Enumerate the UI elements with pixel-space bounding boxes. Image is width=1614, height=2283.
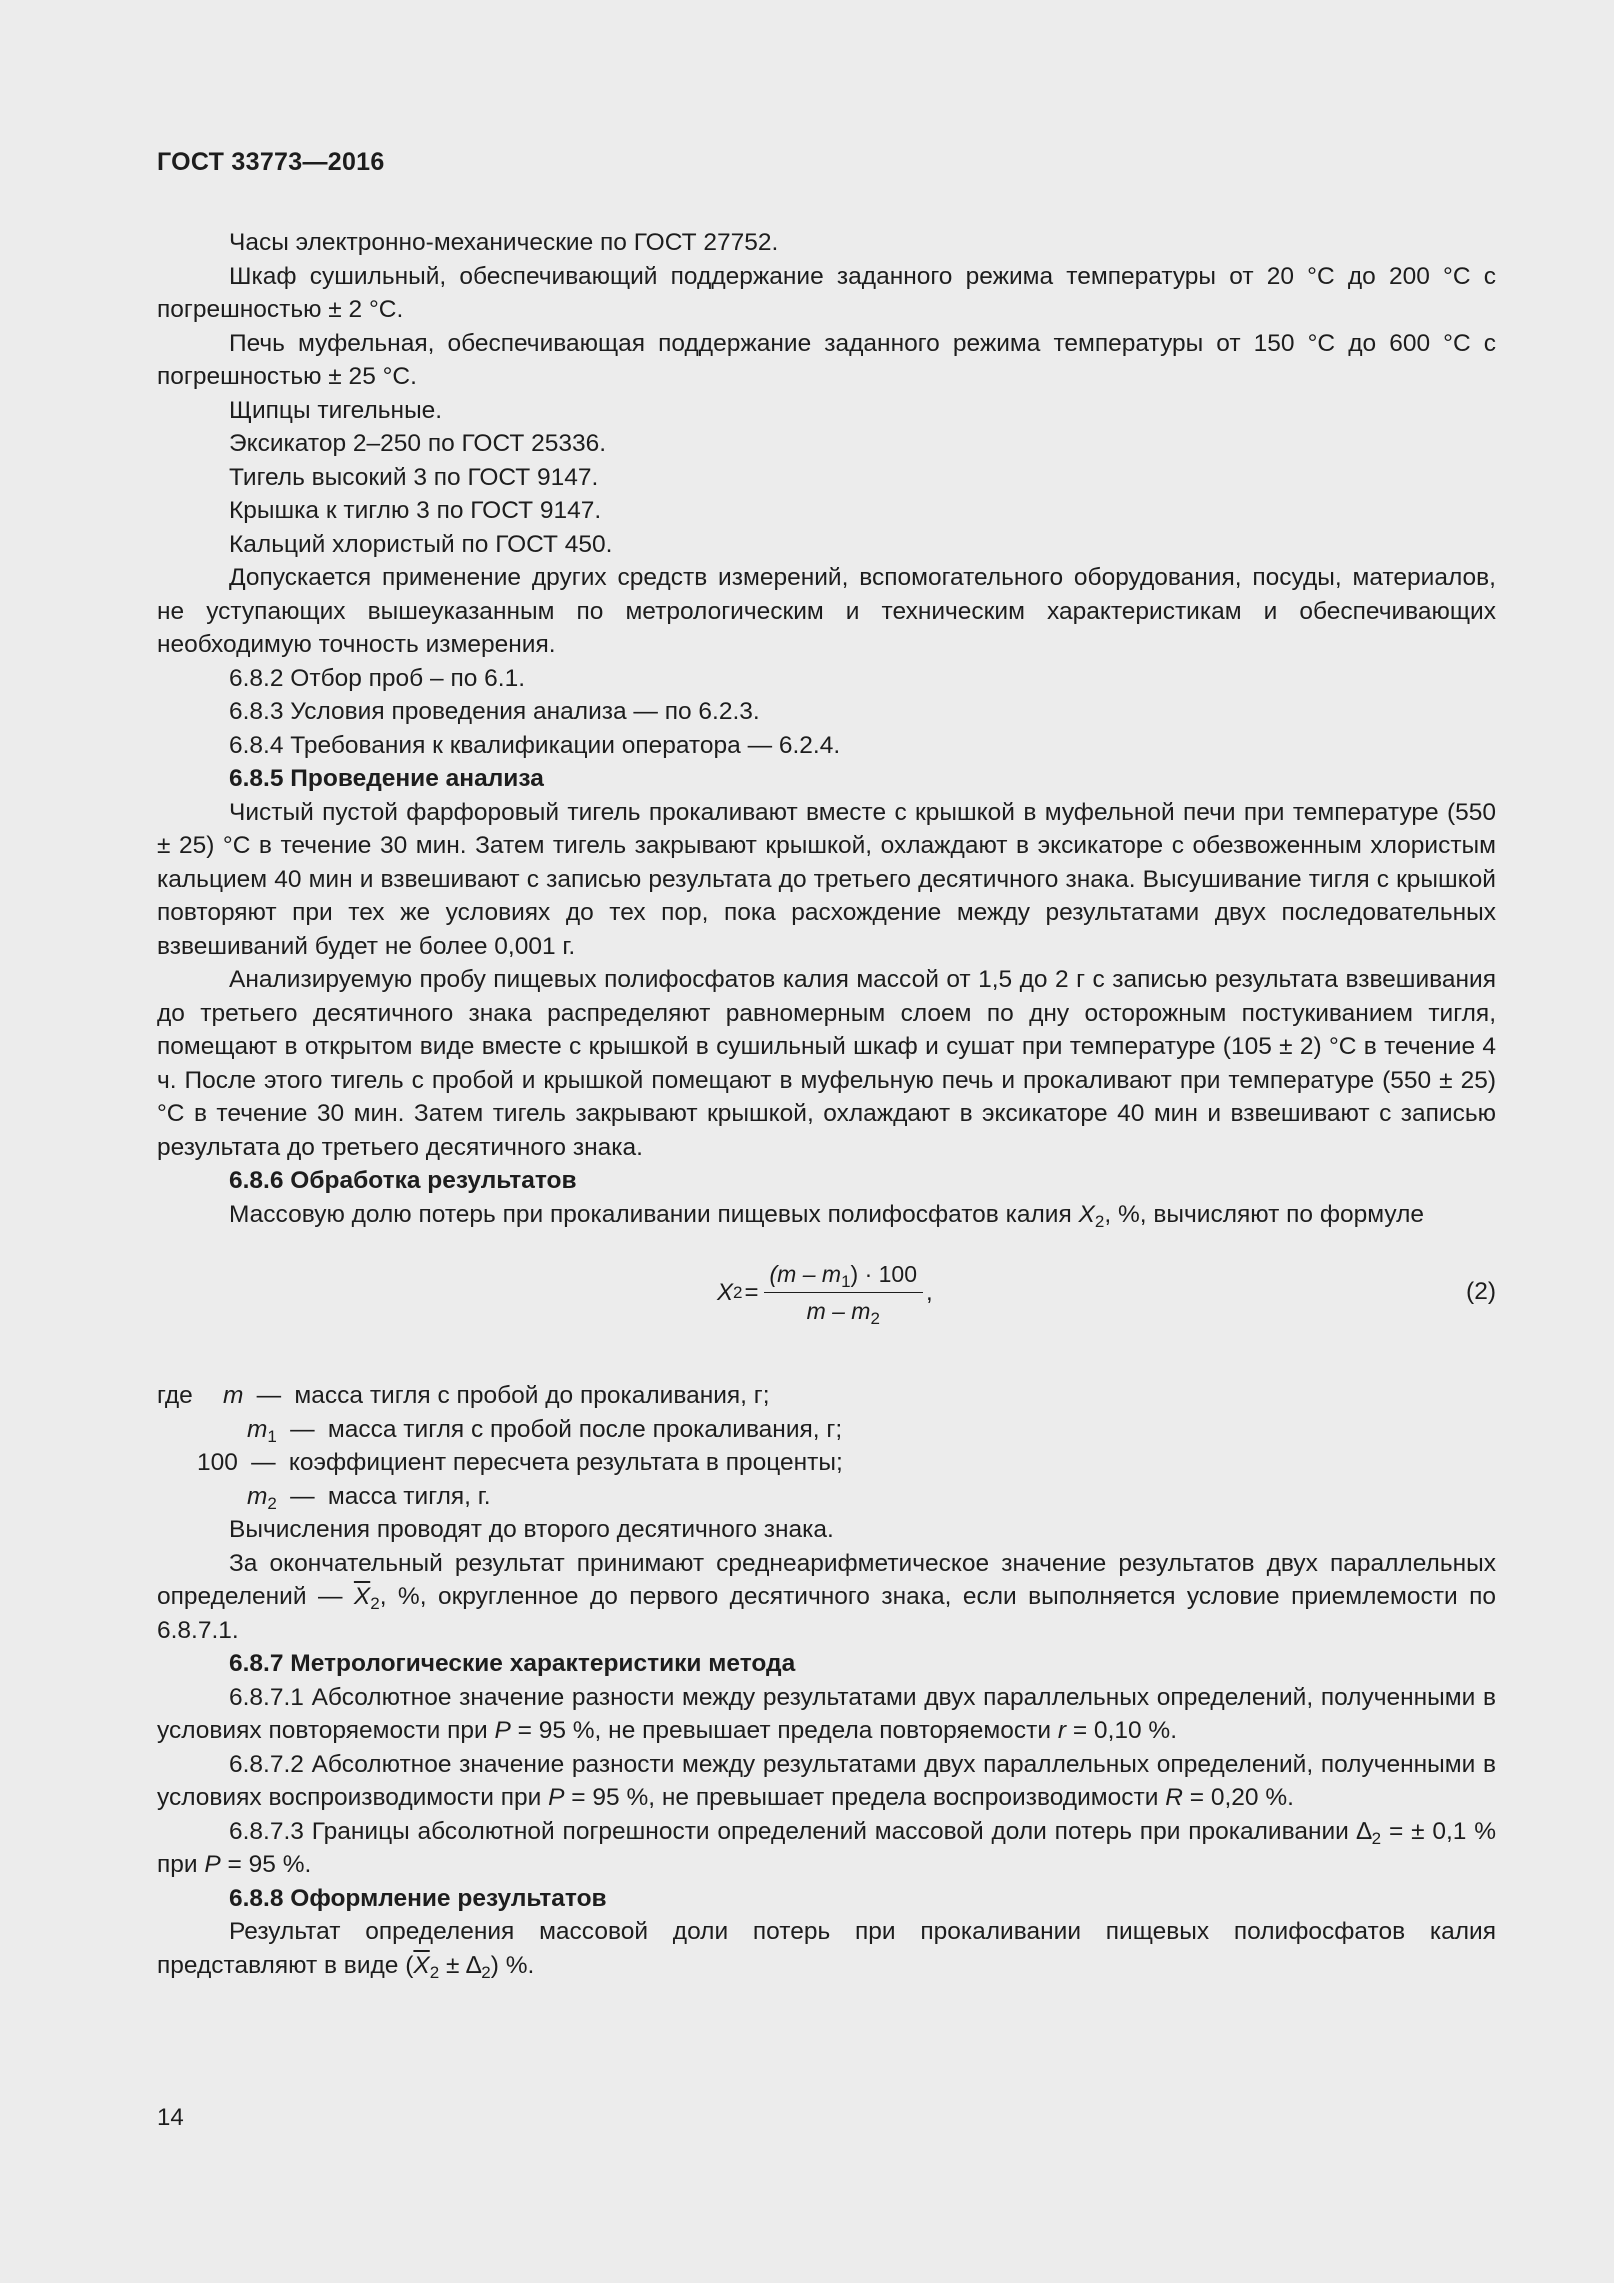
formula-numerator: $(m - m_1) \cdot 100$ [764,1260,924,1293]
line-calcium-chloride: Кальций хлористый по ГОСТ 450. [229,530,613,558]
section-6-8-8-title: 6.8.8 Оформление результатов [229,1884,607,1912]
section-6-8-7-3: 6.8.7.3 Границы абсолютной погрешности определений массовой доли потерь при прокаливании $\Delta_2$ = ± 0,1 % при P = 95 %. [157,1817,1496,1878]
section-6-8-6-title: 6.8.6 Обработка результатов [229,1167,577,1194]
formula-2 [157,1248,1496,1348]
section-6-8-5-title: 6.8.5 Проведение анализа [229,765,544,792]
section-6-8-2: 6.8.2 Отбор проб – по 6.1. [229,664,526,692]
section-6-8-7-2: 6.8.7.2 Абсолютное значение разности между результатами двух параллельных определений, полученными в условиях воспроизводимости при P = 95 %, не превышает предела воспроизводимости R = 0,20 %. [157,1750,1496,1811]
line-drying-cabinet: Шкаф сушильный, обеспечивающий поддержание заданного режима температуры от 20 °С до 200 °С с погрешностью ± 2 °С. [157,262,1496,323]
section-6-8-7-title: 6.8.7 Метрологические характеристики метода [229,1650,796,1677]
section-6-8-5-paragraph-2: Анализируемую пробу пищевых полифосфатов калия массой от 1,5 до 2 г с записью результата взвешивания до третьего десятичного знака распределяют равномерным слоем по дну осторожным постукиванием тигля, помещают в открытом виде вместе с крышкой в сушильный шкаф и сушат при температуре (105 ± 2) °С в течение 4 ч. После этого тигель с пробой и крышкой помещают в муфельную печь и прокаливают при температуре (550 ± 25) °С в течение 30 мин. Затем тигель закрывают крышкой, охлаждают в эксикаторе 40 мин и взвешивают с записью результата до третьего десятичного знака. [157,966,1496,1161]
formula-lhs: X [717,1278,734,1306]
formula-legend [157,1379,1496,1513]
legend-row: где m — масса тигля с пробой до прокаливания, г; [157,1382,770,1409]
line-crucible-lid: Крышка к тиглю 3 по ГОСТ 9147. [229,497,602,524]
legend-row: 100 — коэффициент пересчета результата в проценты; [197,1449,843,1476]
section-6-8-3: 6.8.3 Условия проведения анализа — по 6.2.3. [229,698,760,725]
line-desiccator: Эксикатор 2–250 по ГОСТ 25336. [229,430,607,457]
formula-number: (2) [1466,1278,1496,1305]
formula-fraction [764,1260,924,1328]
section-6-8-6-paragraph: Массовую долю потерь при прокаливании пищевых полифосфатов калия $X_2$, %, вычисляют по формуле [229,1200,1424,1231]
line-crucible: Тигель высокий 3 по ГОСТ 9147. [229,463,599,491]
page-body [157,226,1496,1982]
section-6-8-4: 6.8.4 Требования к квалификации оператора — 6.2.4. [229,731,841,759]
doc-code-header: ГОСТ 33773—2016 [157,148,385,176]
calc-precision: Вычисления проводят до второго десятичного знака. [229,1516,834,1543]
formula-equals: = [744,1278,759,1306]
legend-row: $m_1$ — масса тигля с пробой после прокаливания, г; [247,1415,843,1446]
line-tongs: Щипцы тигельные. [229,396,443,424]
page-number: 14 [157,2104,184,2131]
formula-expression: X 2 = $\frac{(m - m_1) \cdot 100}{m - m_2}$ , [717,1261,933,1328]
final-result-paragraph: За окончательный результат принимают среднеарифметическое значение результатов двух параллельных определений — $\overline{X}_2$, %, округленное до первого десятичного знака, если выполняется условие приемлемости по 6.8.7.1. [157,1549,1496,1644]
legend-row: $m_2$ — масса тигля, г. [247,1482,491,1513]
line-alternatives: Допускается применение других средств измерений, вспомогательного оборудования, посуды, материалов, не уступающих вышеуказанным по метрологическим и техническим характеристикам и обеспечивающих необходимую точность измерения. [157,564,1496,658]
section-6-8-7-1: 6.8.7.1 Абсолютное значение разности между результатами двух параллельных определений, полученными в условиях повторяемости при P = 95 %, не превышает предела повторяемости r = 0,10 %. [157,1683,1496,1744]
section-6-8-8-paragraph: Результат определения массовой доли потерь при прокаливании пищевых полифосфатов калия представляют в виде $(\overline{X}_2 \pm \Delta_2)$ %. [157,1918,1496,1982]
section-6-8-5-paragraph-1: Чистый пустой фарфоровый тигель прокаливают вместе с крышкой в муфельной печи при температуре (550 ± 25) °С в течение 30 мин. Затем тигель закрывают крышкой, охлаждают в эксикаторе с обезвоженным хлористым кальцием 40 мин и взвешивают с записью результата до третьего десятичного знака. Высушивание тигля с крышкой повторяют при тех же условиях до тех пор, пока расхождение между результатами двух последовательных взвешиваний будет не более 0,001 г. [157,798,1496,960]
formula-denominator: m – $m_2$ [806,1298,880,1328]
line-clock: Часы электронно-механические по ГОСТ 27752. [229,229,779,256]
line-muffle-furnace: Печь муфельная, обеспечивающая поддержание заданного режима температуры от 150 °С до 600 °С с погрешностью ± 25 °С. [157,329,1496,390]
